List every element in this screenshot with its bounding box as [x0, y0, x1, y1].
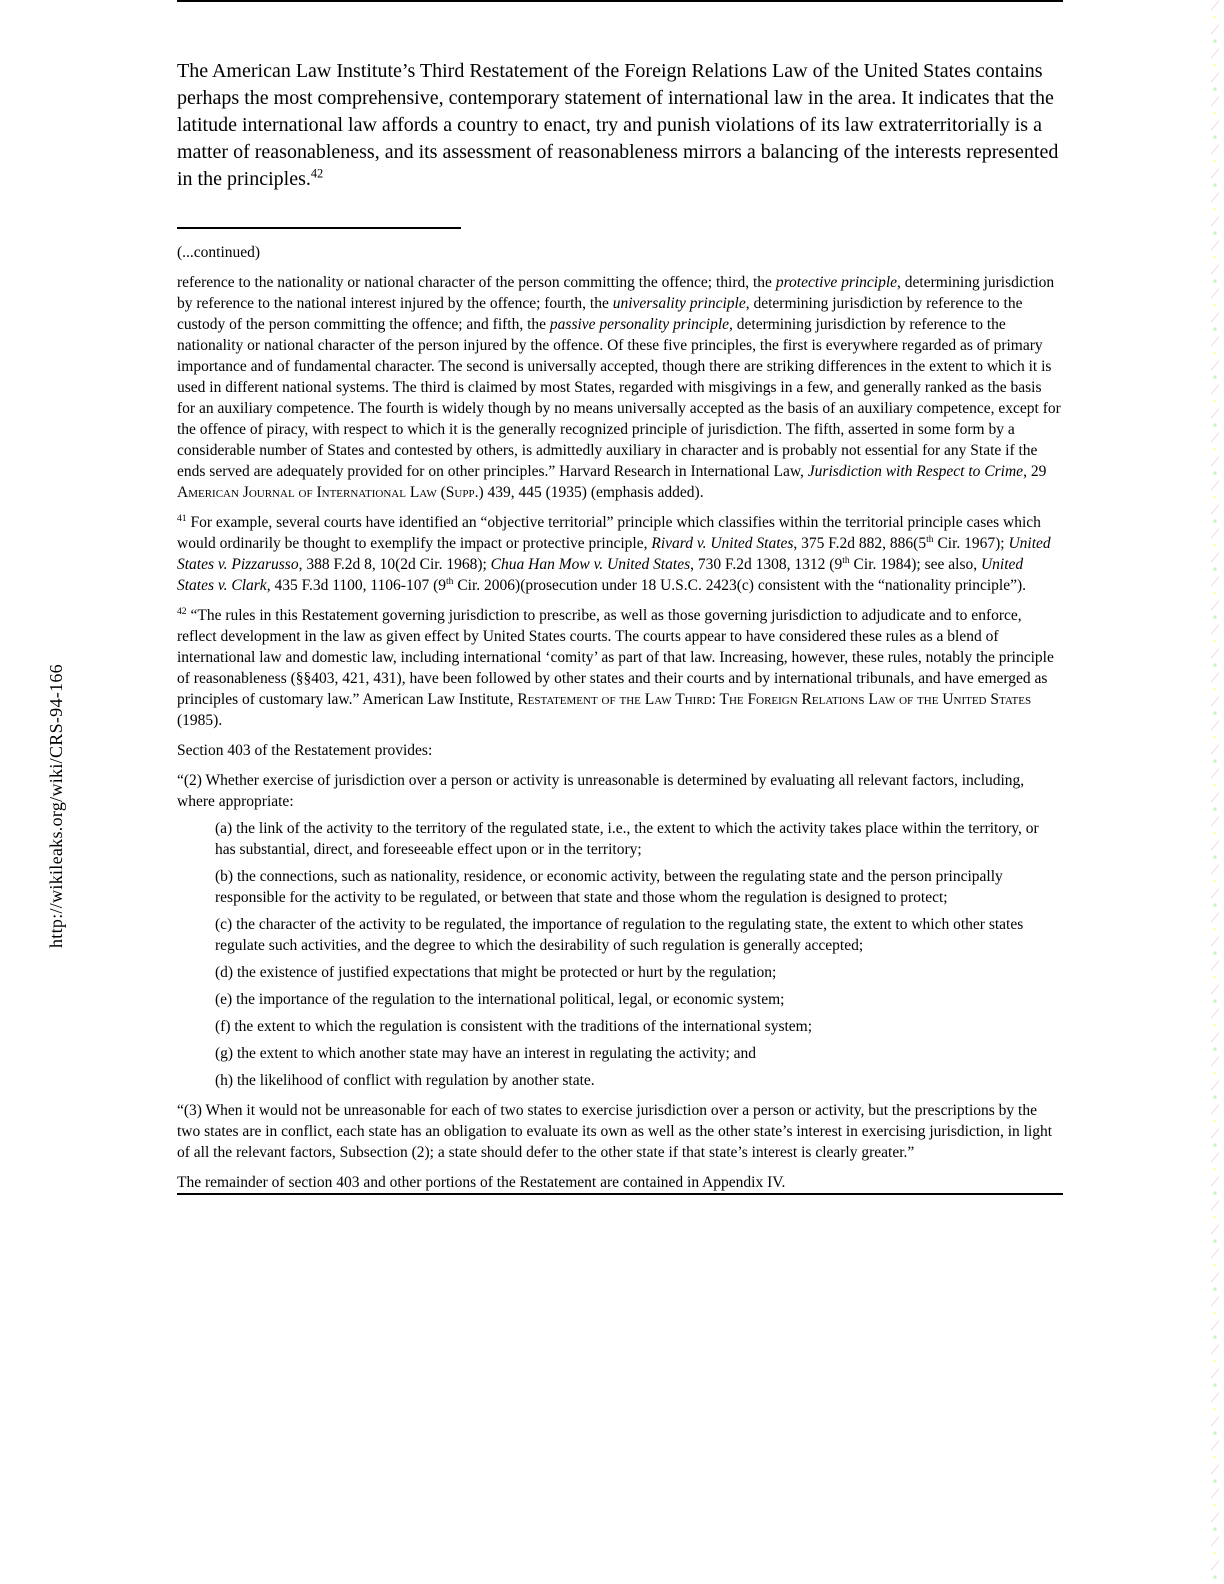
closing-line: The remainder of section 403 and other portions of the Restatement are contained in Appendix IV. [177, 1174, 786, 1191]
footnote-continued-label: (...continued) [177, 244, 261, 261]
footnote-separator-rule [177, 227, 461, 229]
page-content [177, 0, 1063, 1195]
footnote-40-continuation: reference to the nationality or national character of the person committing the offence; third, the protective principle, determining jurisdiction by reference to the national interest injured by the offence; fourth, the universality principle, determining jurisdiction by reference to the custody of the person committing the offence; and fifth, the passive personality principle, determining jurisdiction by reference to the nationality or national character of the person injured by the offence. Of these five principles, the first is everywhere regarded as of primary importance and of fundamental character. The second is universally accepted, though there are striking differences in the extent to which it is used in different national systems. The third is claimed by most States, regarded with misgivings in a few, and generally ranked as the basis for an auxiliary competence. The fourth is widely though by no means universally accepted as the basis of an auxiliary competence, except for the offence of piracy, with respect to which it is the generally recognized principle of jurisdiction. The fifth, asserted in some form by a considerable number of States and contested by others, is admittedly auxiliary in character and is probably not essential for any State if the ends served are adequately provided for on other principles.” Harvard Research in International Law, Jurisdiction with Respect to Crime, 29 American Journal of International Law (Supp.) 439, 445 (1935) (emphasis added). [177, 274, 1061, 501]
restatement-item-a: (a) the link of the activity to the territory of the regulated state, i.e., the extent to which the activity takes place within the territory, or has substantial, direct, and foreseeable effect upon or in the territory; [215, 820, 1039, 858]
wikileaks-url-vertical-text: http://wikileaks.org/wiki/CRS-94-166 [46, 664, 66, 948]
restatement-item-b: (b) the connections, such as nationality, residence, or economic activity, between the regulating state and the person principally responsible for the activity to be regulated, or between that state and those whom the regulation is designed to protect; [215, 868, 1003, 906]
restatement-item-e: (e) the importance of the regulation to the international political, legal, or economic system; [215, 991, 785, 1008]
restatement-item-g: (g) the extent to which another state may have an interest in regulating the activity; and [215, 1045, 757, 1062]
section-403-intro: Section 403 of the Restatement provides: [177, 742, 433, 759]
header-rule [177, 0, 1063, 2]
restatement-paragraph-3: “(3) When it would not be unreasonable for each of two states to exercise jurisdiction over a person or activity, but the prescriptions by the two states are in conflict, each state has an obligation to evaluate its own as well as the other state’s interest in exercising jurisdiction, in light of all the relevant factors, Subsection (2); a state should defer to the other state if that state’s interest is clearly greater.” [177, 1102, 1053, 1161]
restatement-item-c: (c) the character of the activity to be regulated, the importance of regulation to the regulating state, the extent to which other states regulate such activities, and the degree to which the desirability of such regulation is generally accepted; [215, 916, 1024, 954]
restatement-item-d: (d) the existence of justified expectations that might be protected or hurt by the regulation; [215, 964, 777, 981]
footnote-41: $^{41}$ For example, several courts have identified an “objective territorial” principle which classifies within the territorial principle cases which would ordinarily be thought to exemplify the impact or protective principle, Rivard v. United States, 375 F.2d 882, 886(5th Cir. 1967); United States v. Pizzarusso, 388 F.2d 8, 10(2d Cir. 1968); Chua Han Mow v. United States, 730 F.2d 1308, 1312 (9th Cir. 1984); see also, United States v. Clark, 435 F.3d 1100, 1106-107 (9th Cir. 2006)(prosecution under 18 U.S.C. 2423(c) consistent with the “nationality principle”). [177, 512, 1051, 594]
footnote-42: $^{42}$ “The rules in this Restatement governing jurisdiction to prescribe, as well as those governing jurisdiction to adjudicate and to enforce, reflect development in the law as given effect by United States courts. The courts appear to have considered these rules as a blend of international law and domestic law, including international ‘comity’ as part of that law. Increasing, however, these rules, notably the principle of reasonableness (§§403, 421, 431), have been followed by other states and their courts and by international tribunals, and have emerged as principles of customary law.” American Law Institute, Restatement of the Law Third: The Foreign Relations Law of the United States (1985). [177, 605, 1054, 729]
restatement-paragraph-2: “(2) Whether exercise of jurisdiction over a person or activity is unreasonable is determined by evaluating all relevant factors, including, where appropriate: [177, 772, 1025, 810]
restatement-item-h: (h) the likelihood of conflict with regulation by another state. [215, 1072, 595, 1089]
watermark-pattern-strip: ⟋ • ⟋ • ⟋ • ⟋ • ⟋ • ⟋ • ⟋ • ⟋ • ⟋ • ⟋ • ⟋ • ⟋ • ⟋ • ⟋ • ⟋ • ⟋ • ⟋ • ⟋ • ⟋ • ⟋ • ⟋ • ⟋ • ⟋ • ⟋ • ⟋ • ⟋ • ⟋ • ⟋ • ⟋ • ⟋ • ⟋ • ⟋ • ⟋ • ⟋ • ⟋ • ⟋ • ⟋ • ⟋ • ⟋ • ⟋ • ⟋ • ⟋ • ⟋ • ⟋ • ⟋ • ⟋ • ⟋ • ⟋ • ⟋ • ⟋ • ⟋ • ⟋ • ⟋ • ⟋ • ⟋ • ⟋ • ⟋ • ⟋ • ⟋ • ⟋ • ⟋ • ⟋ • ⟋ • ⟋ • ⟋ • ⟋ • [1210, 0, 1220, 1584]
footer-rule [177, 1193, 1063, 1195]
main-paragraph: The American Law Institute’s Third Restatement of the Foreign Relations Law of the United States contains perhaps the most comprehensive, contemporary statement of international law in the area. It indicates that the latitude international law affords a country to enact, try and punish violations of its law extraterritorially is a matter of reasonableness, and its assessment of reasonableness mirrors a balancing of the interests represented in the principles.$^{42}$ [177, 60, 1059, 190]
restatement-item-f: (f) the extent to which the regulation is consistent with the traditions of the international system; [215, 1018, 813, 1035]
